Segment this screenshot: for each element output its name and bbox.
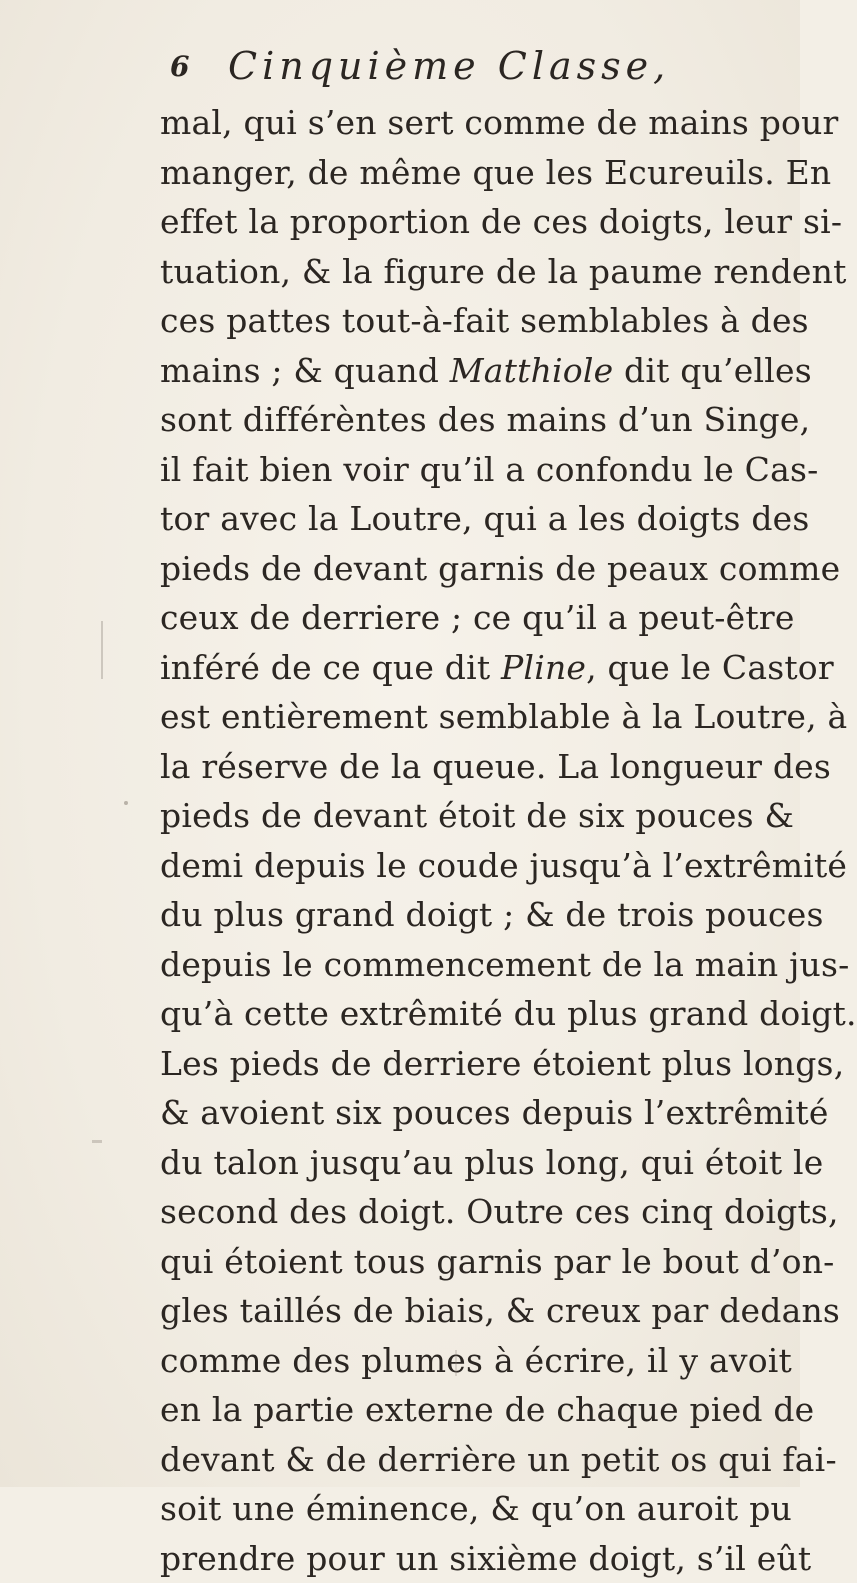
text-line	[160, 841, 792, 891]
line-text: prendre pour un sixième doigt, s’il eût	[160, 1539, 811, 1578]
ink-speck	[124, 801, 128, 805]
text-line	[160, 1138, 792, 1188]
line-text: devant & de derrière un petit os qui fai-	[160, 1440, 837, 1479]
text-line	[160, 643, 792, 693]
line-text: qui étoient tous garnis par le bout d’on-	[160, 1242, 835, 1281]
line-text: gles taillés de biais, & creux par dedans	[160, 1291, 840, 1330]
text-line	[160, 197, 792, 247]
text-line	[160, 742, 792, 792]
line-text: en la partie externe de chaque pied de	[160, 1390, 814, 1429]
line-text: ceux de derriere ; ce qu’il a peut-être	[160, 598, 795, 637]
text-line	[160, 1484, 792, 1534]
text-line	[160, 98, 792, 148]
text-line	[160, 593, 792, 643]
text-line	[160, 395, 792, 445]
text-line	[160, 544, 792, 594]
text-line	[160, 346, 792, 396]
text-line	[160, 1088, 792, 1138]
text-line	[160, 692, 792, 742]
text-line	[160, 1435, 792, 1485]
line-text: second des doigt. Outre ces cinq doigts,	[160, 1192, 839, 1231]
ink-speck	[455, 1350, 457, 1376]
running-title: Cinquième Classe,	[228, 44, 670, 88]
line-text: pieds de devant garnis de peaux comme	[160, 549, 840, 588]
text-line	[160, 1039, 792, 1089]
line-text: il fait bien voir qu’il a confondu le Cas-	[160, 450, 819, 489]
text-line	[160, 1385, 792, 1435]
line-text: la réserve de la queue. La longueur des	[160, 747, 831, 786]
text-line	[160, 989, 792, 1039]
italic-name: Matthiole	[450, 351, 614, 390]
line-text: comme des plumes à écrire, il y avoit	[160, 1341, 792, 1380]
line-text: dit qu’elles	[613, 351, 812, 390]
text-line	[160, 1237, 792, 1287]
text-line	[160, 1187, 792, 1237]
line-text: mal, qui s’en sert comme de mains pour	[160, 103, 839, 142]
line-text: manger, de même que les Ecureuils. En	[160, 153, 831, 192]
line-text: tuation, & la figure de la paume rendent	[160, 252, 847, 291]
text-line	[160, 791, 792, 841]
text-line	[160, 1534, 792, 1583]
italic-name: Pline	[501, 648, 586, 687]
ink-speck	[92, 1140, 102, 1143]
line-text: qu’à cette extrêmité du plus grand doigt.	[160, 994, 857, 1033]
page-number: 6	[170, 50, 189, 83]
line-text: tor avec la Loutre, qui a les doigts des	[160, 499, 810, 538]
line-text: & avoient six pouces depuis l’extrêmité	[160, 1093, 829, 1132]
text-line	[160, 1286, 792, 1336]
page-header	[170, 44, 770, 96]
text-line	[160, 940, 792, 990]
line-text: sont différèntes des mains d’un Singe,	[160, 400, 810, 439]
line-text: , que le Castor	[586, 648, 834, 687]
text-line	[160, 296, 792, 346]
line-text: du talon jusqu’au plus long, qui étoit le	[160, 1143, 823, 1182]
line-text: effet la proportion de ces doigts, leur si-	[160, 202, 842, 241]
text-line	[160, 890, 792, 940]
text-line	[160, 1336, 792, 1386]
line-text: Les pieds de derriere étoient plus longs,	[160, 1044, 844, 1083]
line-text: du plus grand doigt ; & de trois pouces	[160, 895, 824, 934]
text-line	[160, 247, 792, 297]
line-text: inféré de ce que dit	[160, 648, 501, 687]
line-text: mains ; & quand	[160, 351, 450, 390]
text-line	[160, 148, 792, 198]
line-text: pieds de devant étoit de six pouces &	[160, 796, 794, 835]
line-text: depuis le commencement de la main jus-	[160, 945, 849, 984]
line-text: ces pattes tout-à-fait semblables à des	[160, 301, 809, 340]
line-text: soit une éminence, & qu’on auroit pu	[160, 1489, 792, 1528]
body-text	[160, 98, 792, 1583]
margin-stain	[101, 621, 103, 679]
text-line	[160, 445, 792, 495]
line-text: est entièrement semblable à la Loutre, à	[160, 697, 847, 736]
text-line	[160, 494, 792, 544]
line-text: demi depuis le coude jusqu’à l’extrêmité	[160, 846, 847, 885]
